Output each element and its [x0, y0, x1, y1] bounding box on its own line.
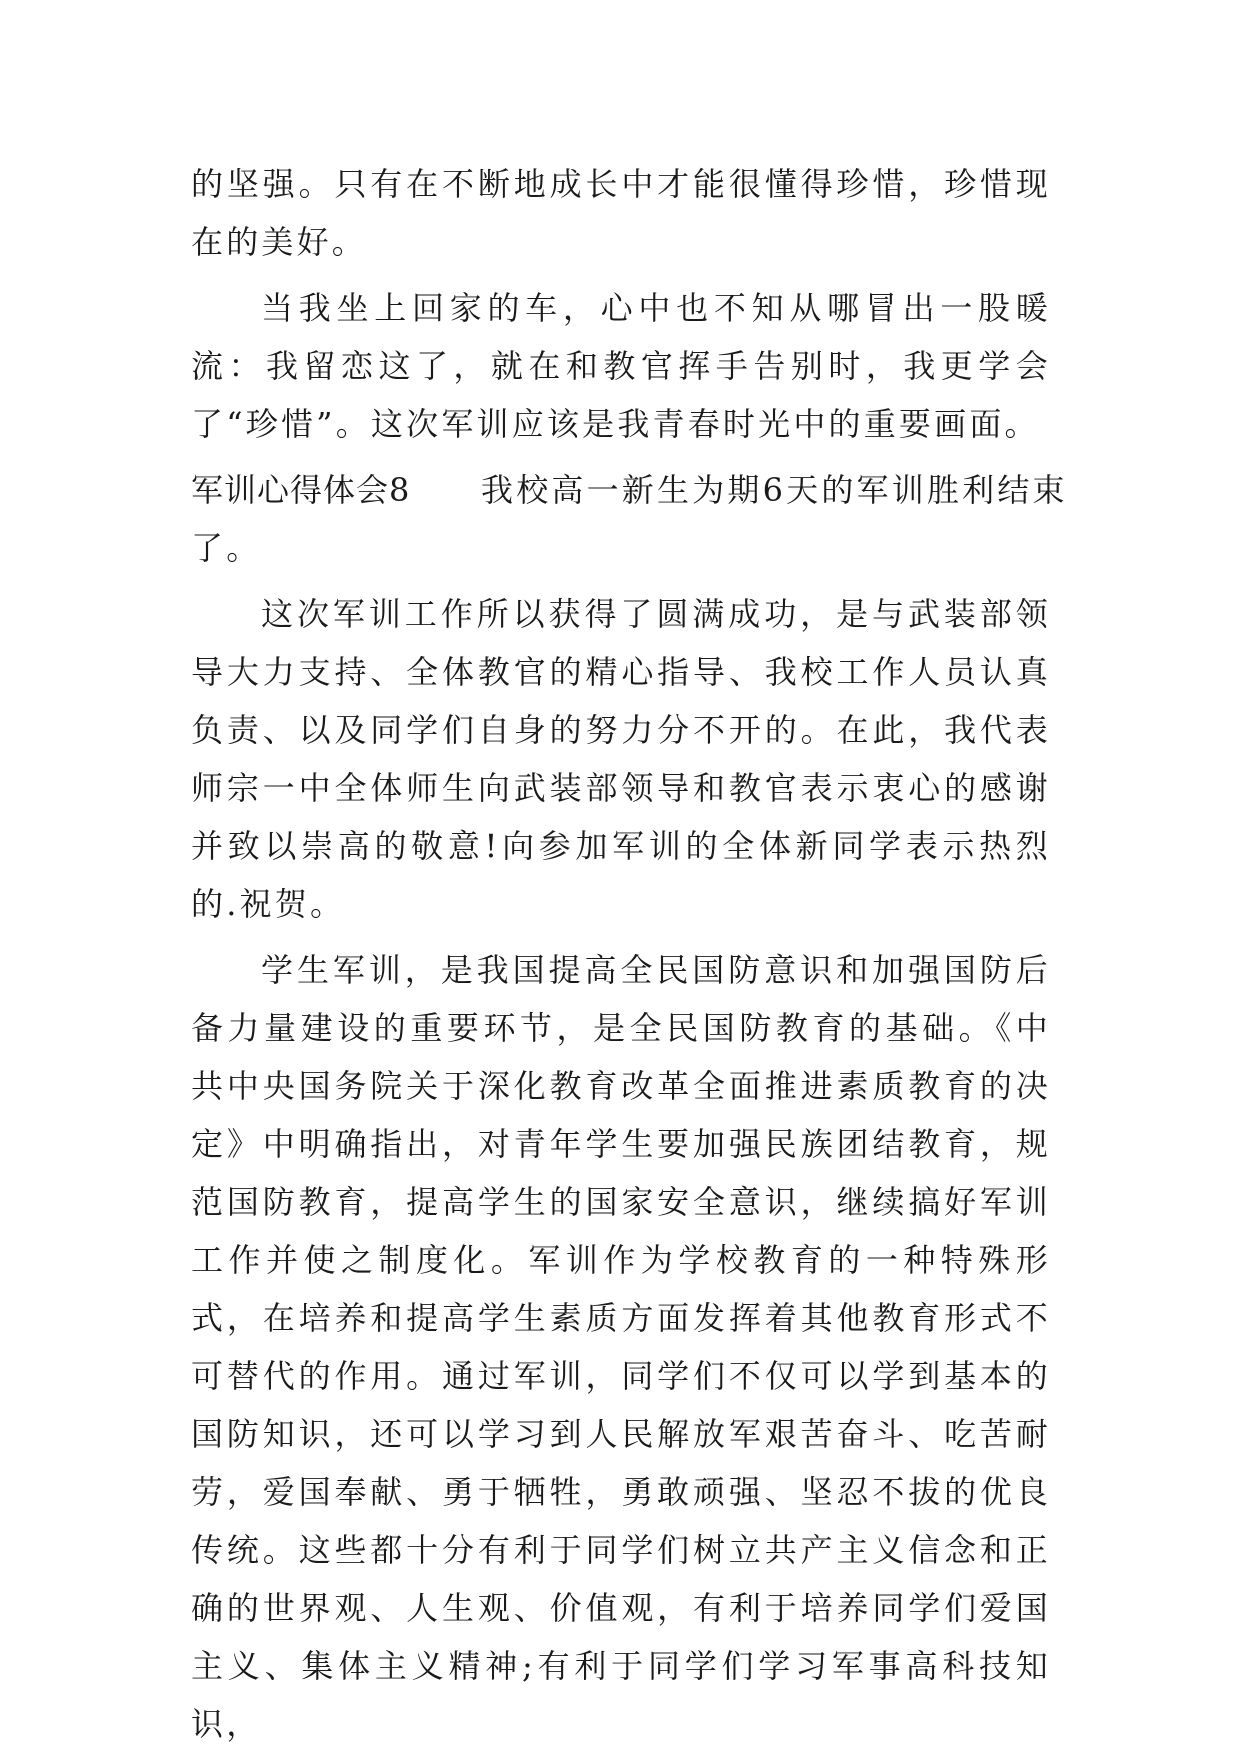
section-intro-text: 我校高一新生为期6天的军训胜利结束 — [481, 471, 1068, 509]
paragraph-1: 的坚强。只有在不断地成长中才能很懂得珍惜，珍惜现在的美好。 — [191, 165, 1051, 261]
paragraph-2: 当我坐上回家的车，心中也不知从哪冒出一股暖流：我留恋这了，就在和教官挥手告别时，我更学会了“珍惜”。这次军训应该是我青春时光中的重要画面。 — [191, 289, 1051, 443]
section-heading-line — [191, 461, 1068, 519]
paragraph-4: 学生军训，是我国提高全民国防意识和加强国防后备力量建设的重要环节，是全民国防教育的基础。《中共中央国务院关于深化教育改革全面推进素质教育的决定》中明确指出，对青年学生要加强民族团结教育，规范国防教育，提高学生的国家安全意识，继续搞好军训工作并使之制度化。军训作为学校教育的一种特殊形式，在培养和提高学生素质方面发挥着其他教育形式不可替代的作用。通过军训，同学们不仅可以学到基本的国防知识，还可以学习到人民解放军艰苦奋斗、吃苦耐劳，爱国奉献、勇于牺牲，勇敢顽强、坚忍不拔的优良传统。这些都十分有利于同学们树立共产主义信念和正确的世界观、人生观、价值观，有利于培养同学们爱国主义、集体主义精神;有利于同学们学习军事高科技知识， — [191, 951, 1051, 1743]
document-page — [191, 155, 1068, 1761]
paragraph-3: 这次军训工作所以获得了圆满成功，是与武装部领导大力支持、全体教官的精心指导、我校工作人员认真负责、以及同学们自身的努力分不开的。在此，我代表师宗一中全体师生向武装部领导和教官表示衷心的感谢并致以崇高的敬意!向参加军训的全体新同学表示热烈的.祝贺。 — [191, 595, 1051, 923]
section-intro-continuation: 了。 — [191, 529, 262, 567]
section-title: 军训心得体会8 — [191, 471, 411, 509]
